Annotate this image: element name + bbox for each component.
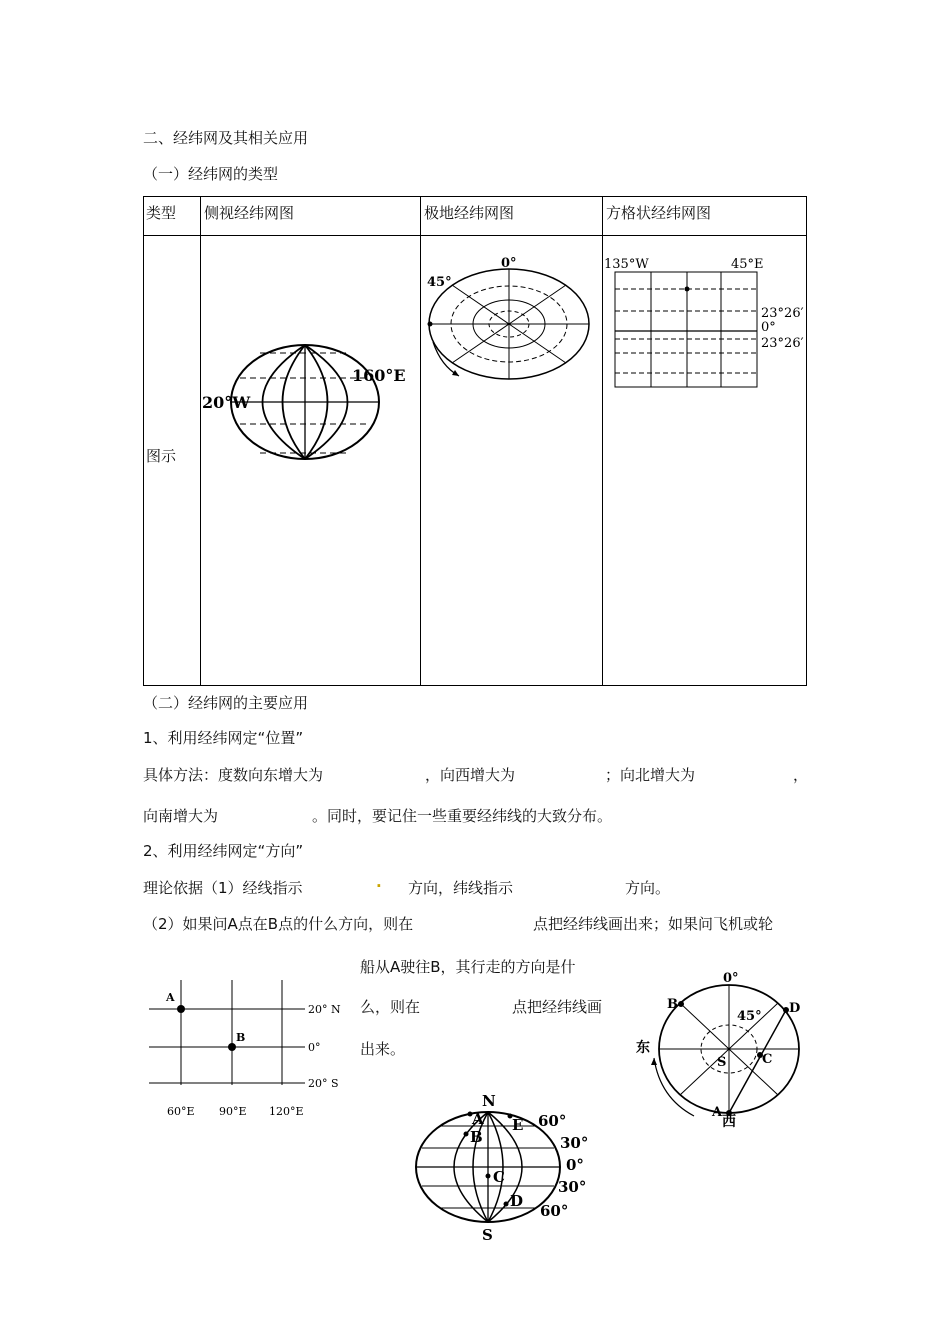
point-dot	[685, 287, 690, 292]
app2-line2-a: （2）如果问A点在B点的什么方向，则在	[143, 915, 414, 933]
app1-line1-c: ；向北增大为	[605, 766, 696, 784]
subsection-title-applications: （二）经纬网的主要应用	[143, 694, 309, 712]
label-20w: 20°W	[202, 393, 251, 412]
app1-title: 1、利用经纬网定“位置”	[143, 729, 304, 747]
label-c: C	[762, 1052, 773, 1067]
answer-blank-mark: .	[376, 873, 382, 891]
label-s: S	[717, 1055, 727, 1070]
label-c: C	[493, 1168, 505, 1186]
app1-line1-d: ，	[793, 766, 809, 784]
label-equator: 0°	[761, 320, 776, 335]
label-east: 东	[636, 1040, 650, 1056]
label-a: A	[166, 991, 175, 1004]
label-e: E	[512, 1116, 524, 1134]
app1-line2-b: 。同时，要记住一些重要经纬线的大致分布。	[312, 807, 613, 825]
table-header-grid: 方格状经纬网图	[606, 204, 712, 222]
point-b	[228, 1043, 236, 1051]
label-n: N	[482, 1092, 496, 1110]
label-30s: 30°	[558, 1178, 587, 1196]
point-c	[486, 1174, 491, 1179]
table-divider	[144, 235, 806, 236]
label-b: B	[470, 1128, 483, 1146]
label-60n: 60°	[538, 1112, 567, 1130]
point-b	[678, 1001, 684, 1007]
route-line	[729, 1010, 786, 1113]
app2-line5: 出来。	[360, 1040, 406, 1058]
label-30n: 30°	[560, 1134, 589, 1152]
label-d: D	[789, 1001, 801, 1016]
label-60s: 60°	[540, 1202, 569, 1220]
globe-figure	[410, 1092, 600, 1242]
table-header-polar: 极地经纬网图	[424, 204, 515, 222]
rect-grid-figure	[143, 975, 348, 1125]
label-90e: 90°E	[219, 1105, 247, 1118]
app2-title: 2、利用经纬网定“方向”	[143, 842, 304, 860]
app2-line1-c: 方向。	[625, 879, 671, 897]
label-s: S	[482, 1226, 493, 1242]
table-header-type: 类型	[146, 204, 177, 222]
label-45: 45°	[737, 1009, 762, 1024]
app2-line2-b: 点把经纬线画出来；如果问飞机或轮	[533, 915, 774, 933]
label-0: 0°	[501, 256, 517, 271]
point-d	[504, 1202, 509, 1207]
polar-graticule-figure	[421, 254, 601, 384]
polar-direction-figure	[632, 968, 812, 1128]
label-tropic-s: 23°26′	[761, 336, 804, 351]
table-row-label: 图示	[146, 447, 177, 465]
app2-line1-a: 理论依据（1）经线指示	[143, 879, 303, 897]
subsection-title-types: （一）经纬网的类型	[143, 165, 279, 183]
app2-line1-b: 方向，纬线指示	[408, 879, 514, 897]
label-b: B	[667, 997, 678, 1012]
label-a: A	[472, 1110, 484, 1128]
arrow-head	[452, 370, 459, 376]
label-45e: 45°E	[731, 257, 764, 272]
point-dot	[428, 322, 433, 327]
section-title: 二、经纬网及其相关应用	[143, 129, 309, 147]
label-a: A	[712, 1105, 723, 1120]
label-0: 0°	[723, 971, 739, 986]
label-20s: 20° S	[308, 1077, 339, 1090]
label-120e: 120°E	[269, 1105, 304, 1118]
app1-line2-a: 向南增大为	[143, 807, 219, 825]
label-45: 45°	[427, 275, 452, 290]
point-b	[464, 1132, 469, 1137]
label-b: B	[236, 1031, 246, 1044]
side-view-graticule-figure	[200, 338, 420, 468]
label-20n: 20° N	[308, 1003, 341, 1016]
app2-line4-b: 点把经纬线画	[512, 998, 603, 1016]
label-60e: 60°E	[167, 1105, 195, 1118]
point-a	[177, 1005, 185, 1013]
table-header-side-view: 侧视经纬网图	[204, 204, 295, 222]
label-160e: 160°E	[352, 366, 406, 385]
label-west: 西	[722, 1114, 736, 1128]
label-135w: 135°W	[604, 257, 649, 272]
label-0: 0°	[566, 1156, 584, 1174]
label-d: D	[510, 1192, 524, 1210]
app2-line4-a: 么，则在	[360, 998, 421, 1016]
arrow-head	[651, 1058, 657, 1065]
app2-line3: 船从A驶往B，其行走的方向是什	[360, 958, 576, 976]
app1-line1-b: ，向西增大为	[425, 766, 516, 784]
label-0: 0°	[308, 1041, 321, 1054]
app1-line1-a: 具体方法：度数向东增大为	[143, 766, 324, 784]
label-tropic-n: 23°26′	[761, 306, 804, 321]
grid-graticule-figure	[603, 255, 808, 395]
